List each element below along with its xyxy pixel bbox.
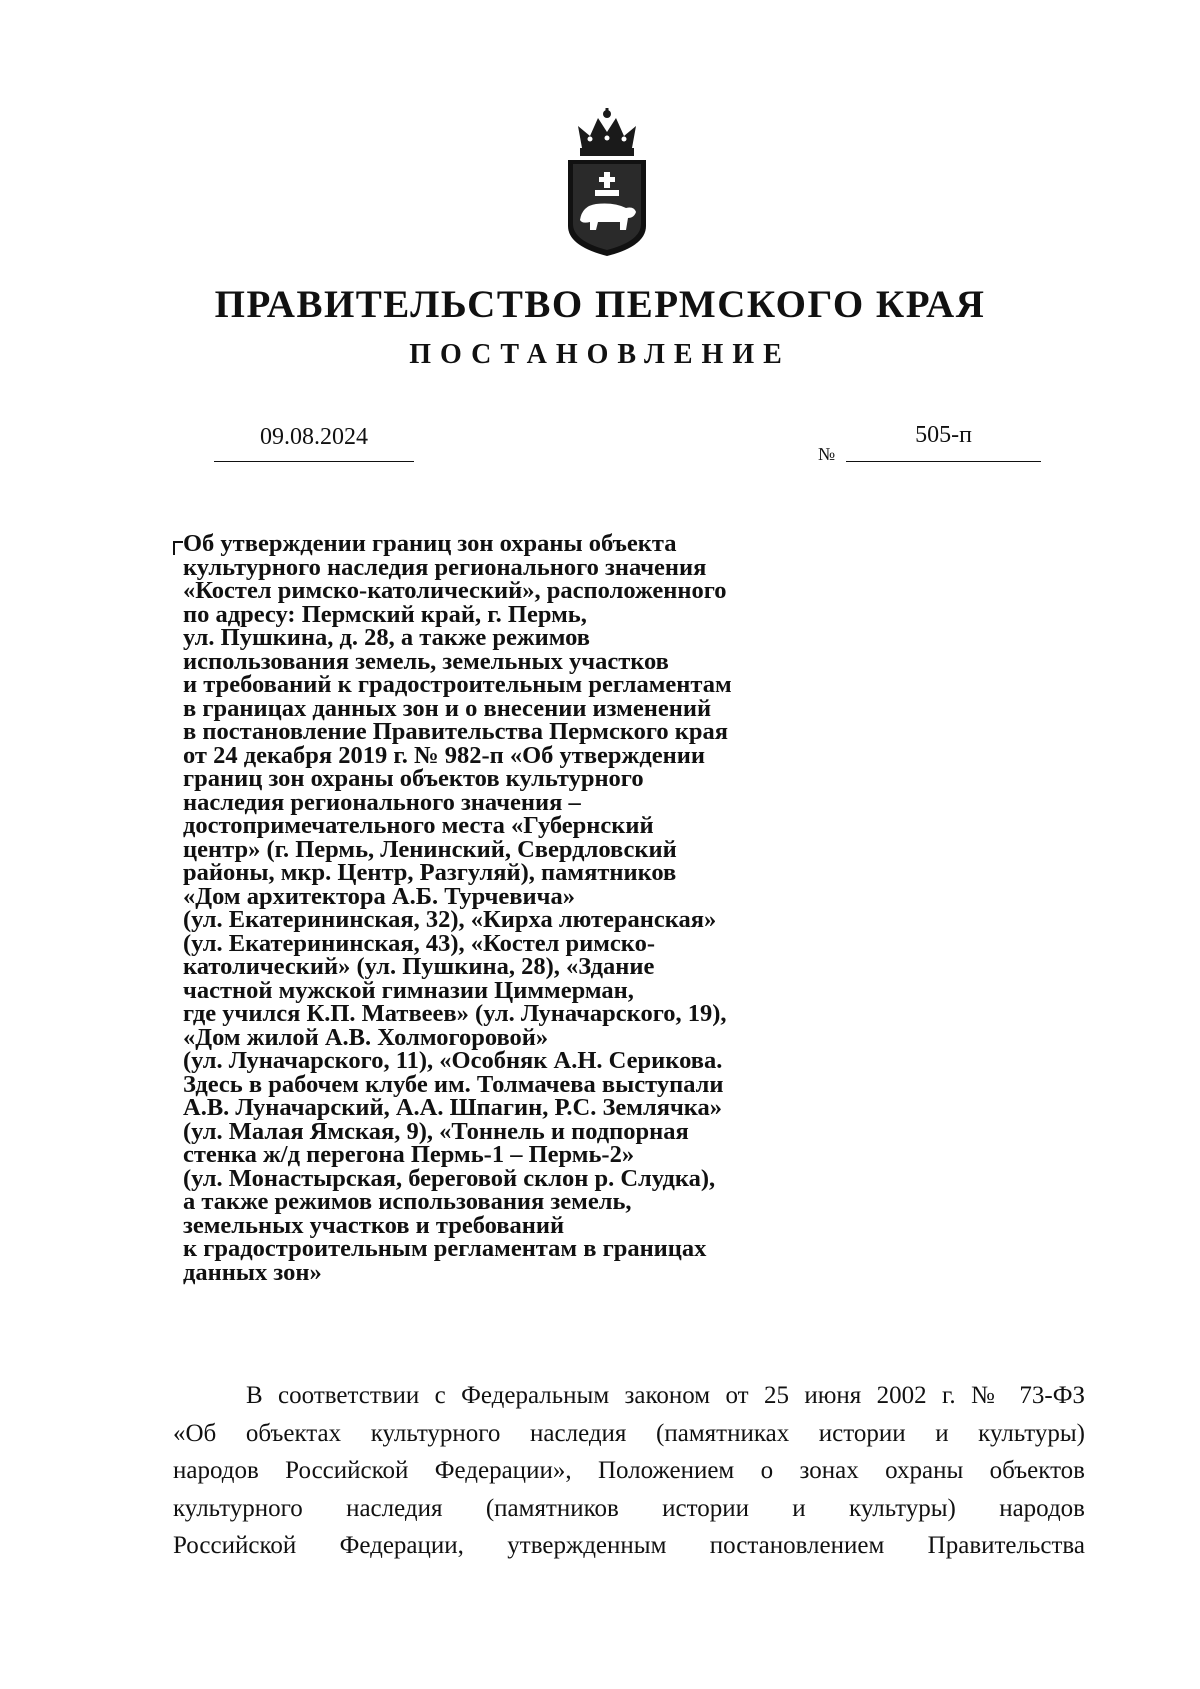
number-underline <box>846 461 1041 462</box>
subject-line: «Дом архитектора А.Б. Турчевича» <box>183 882 575 910</box>
subject-line: центр» (г. Пермь, Ленинский, Свердловский <box>183 835 677 863</box>
subject-line: стенка ж/д перегона Пермь-1 – Пермь-2» <box>183 1141 635 1168</box>
subject-line: католический» (ул. Пушкина, 28), «Здание <box>183 953 655 980</box>
subject-line: в границах данных зон и о внесении изменений <box>183 694 712 722</box>
subject-line: границ зон охраны объектов культурного <box>183 765 644 792</box>
subject-line: «Костел римско-католический», расположенного <box>183 577 727 604</box>
subject-line: (ул. Екатерининская, 32), «Кирха лютеранская» <box>183 906 717 933</box>
document-body <box>173 1377 1085 1565</box>
body-line: народов Российской Федерации», Положением о зонах охраны объектов <box>173 1457 1085 1484</box>
subject-line: районы, мкр. Центр, Разгуляй), памятников <box>183 859 677 886</box>
body-line: культурного наследия (памятников истории и культуры) народов <box>173 1494 1085 1522</box>
subject-corner-bracket <box>173 541 183 555</box>
subject-line: достопримечательного места «Губернский <box>183 812 654 839</box>
body-line: «Об объектах культурного наследия (памятниках истории и культуры) <box>173 1419 1085 1447</box>
subject-line: (ул. Луначарского, 11), «Особняк А.Н. Серикова. <box>183 1047 723 1074</box>
number-sign: № <box>818 444 836 464</box>
subject-line: культурного наследия регионального значения <box>183 553 707 581</box>
document-number: 505-п <box>915 422 972 448</box>
subject-line: А.В. Луначарский, А.А. Шпагин, Р.С. Землячка» <box>183 1094 723 1121</box>
subject-line: ул. Пушкина, д. 28, а также режимов <box>183 624 591 651</box>
subject-line: использования земель, земельных участков <box>183 647 669 675</box>
subject-line: наследия регионального значения – <box>183 788 581 816</box>
subject-line: где учился К.П. Матвеев» (ул. Луначарского, 19), <box>183 1000 727 1027</box>
subject-line: а также режимов использования земель, <box>183 1188 632 1215</box>
subject-line: к градостроительным регламентам в границах <box>183 1235 707 1262</box>
document-date: 09.08.2024 <box>260 424 368 450</box>
body-line: Российской Федерации, утвержденным постановлением Правительства <box>173 1532 1085 1559</box>
document-subject <box>183 532 823 1284</box>
subject-line: частной мужской гимназии Циммерман, <box>183 976 634 1004</box>
subject-line: Здесь в рабочем клубе им. Толмачева выступали <box>183 1070 724 1098</box>
subject-line: «Дом жилой А.В. Холмогоровой» <box>183 1023 549 1051</box>
subject-line: по адресу: Пермский край, г. Пермь, <box>183 600 587 628</box>
subject-line: в постановление Правительства Пермского края <box>183 718 729 745</box>
subject-line: (ул. Малая Ямская, 9), «Тоннель и подпорная <box>183 1117 689 1145</box>
document-type-heading: ПОСТАНОВЛЕНИЕ <box>409 339 791 370</box>
perm-krai-coat-of-arms-icon <box>562 108 652 258</box>
subject-line: (ул. Монастырская, береговой склон р. Слудка), <box>183 1164 716 1192</box>
date-underline <box>214 461 414 462</box>
subject-line: и требований к градостроительным регламентам <box>183 671 732 698</box>
subject-line: (ул. Екатерининская, 43), «Костел римско- <box>183 929 655 957</box>
organization-title: ПРАВИТЕЛЬСТВО ПЕРМСКОГО КРАЯ <box>214 283 986 326</box>
subject-line: земельных участков и требований <box>183 1211 565 1239</box>
subject-line: данных зон» <box>183 1258 322 1286</box>
subject-line: от 24 декабря 2019 г. № 982-п «Об утверждении <box>183 741 705 769</box>
body-line: В соответствии с Федеральным законом от 25 июня 2002 г. № 73-ФЗ <box>246 1382 1085 1409</box>
subject-line: Об утверждении границ зон охраны объекта <box>183 530 677 557</box>
